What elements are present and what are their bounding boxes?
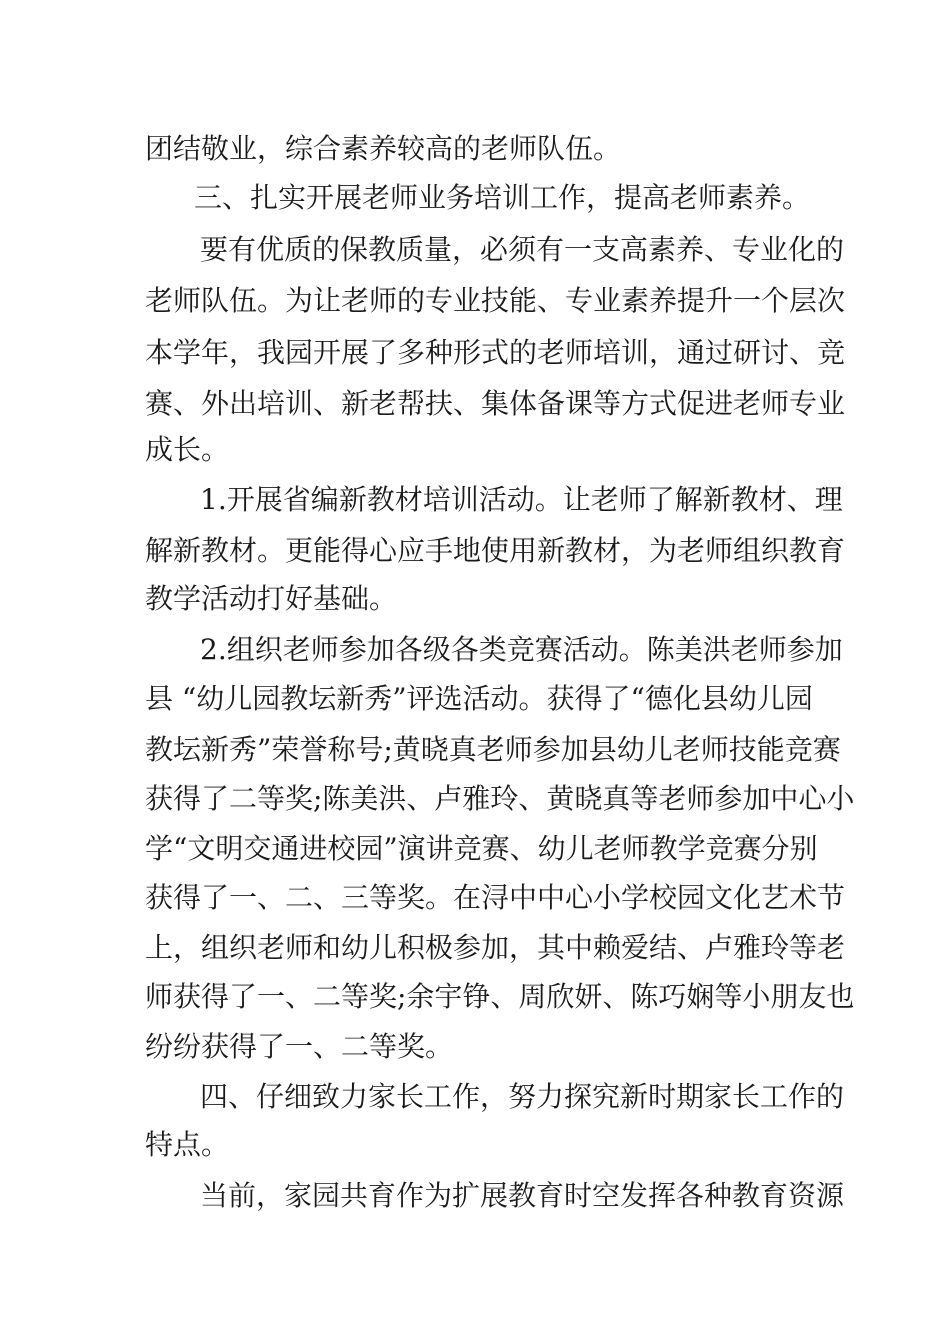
text-line: 县 “幼儿园教坛新秀”评选活动。获得了“德化县幼儿园 (145, 682, 813, 715)
section-heading: 三、扎实开展老师业务培训工作，提高老师素养。 (194, 181, 811, 214)
list-item-line: 2.组织老师参加各级各类竞赛活动。陈美洪老师参加 (200, 633, 843, 666)
text-line: 上，组织老师和幼儿积极参加，其中赖爱结、卢雅玲等老 (145, 931, 846, 964)
text-line: 当前，家园共育作为扩展教育时空发挥各种教育资源 (200, 1179, 845, 1212)
text-line: 团结敬业，综合素养较高的老师队伍。 (145, 132, 622, 165)
text-line: 成长。 (145, 433, 230, 466)
text-line: 要有优质的保教质量，必须有一支高素养、专业化的 (200, 233, 845, 266)
text-line: 教坛新秀”荣誉称号;黄晓真老师参加县幼儿老师技能竞赛 (145, 733, 841, 766)
text-line: 赛、外出培训、新老帮扶、集体备课等方式促进老师专业 (145, 387, 846, 420)
text-line: 本学年，我园开展了多种形式的老师培训，通过研讨、竞 (145, 336, 846, 369)
text-line: 老师队伍。为让老师的专业技能、专业素养提升一个层次 (145, 284, 846, 317)
text-line: 纷纷获得了一、二等奖。 (145, 1030, 454, 1063)
list-item-line: 1.开展省编新教材培训活动。让老师了解新教材、理 (200, 483, 843, 516)
text-line: 师获得了一、二等奖;余宇铮、周欣妍、陈巧娴等小朋友也 (145, 980, 855, 1013)
text-line: 学“文明交通进校园”演讲竞赛、幼儿老师教学竞赛分别 (145, 832, 818, 865)
text-line: 特点。 (145, 1128, 230, 1161)
text-line: 解新教材。更能得心应手地使用新教材，为老师组织教育 (145, 534, 846, 567)
text-line: 获得了一、二、三等奖。在浔中中心小学校园文化艺术节 (145, 881, 846, 914)
section-heading: 四、仔细致力家长工作，努力探究新时期家长工作的 (200, 1080, 845, 1113)
text-line: 获得了二等奖;陈美洪、卢雅玲、黄晓真等老师参加中心小 (145, 782, 855, 815)
text-line: 教学活动打好基础。 (145, 582, 398, 615)
